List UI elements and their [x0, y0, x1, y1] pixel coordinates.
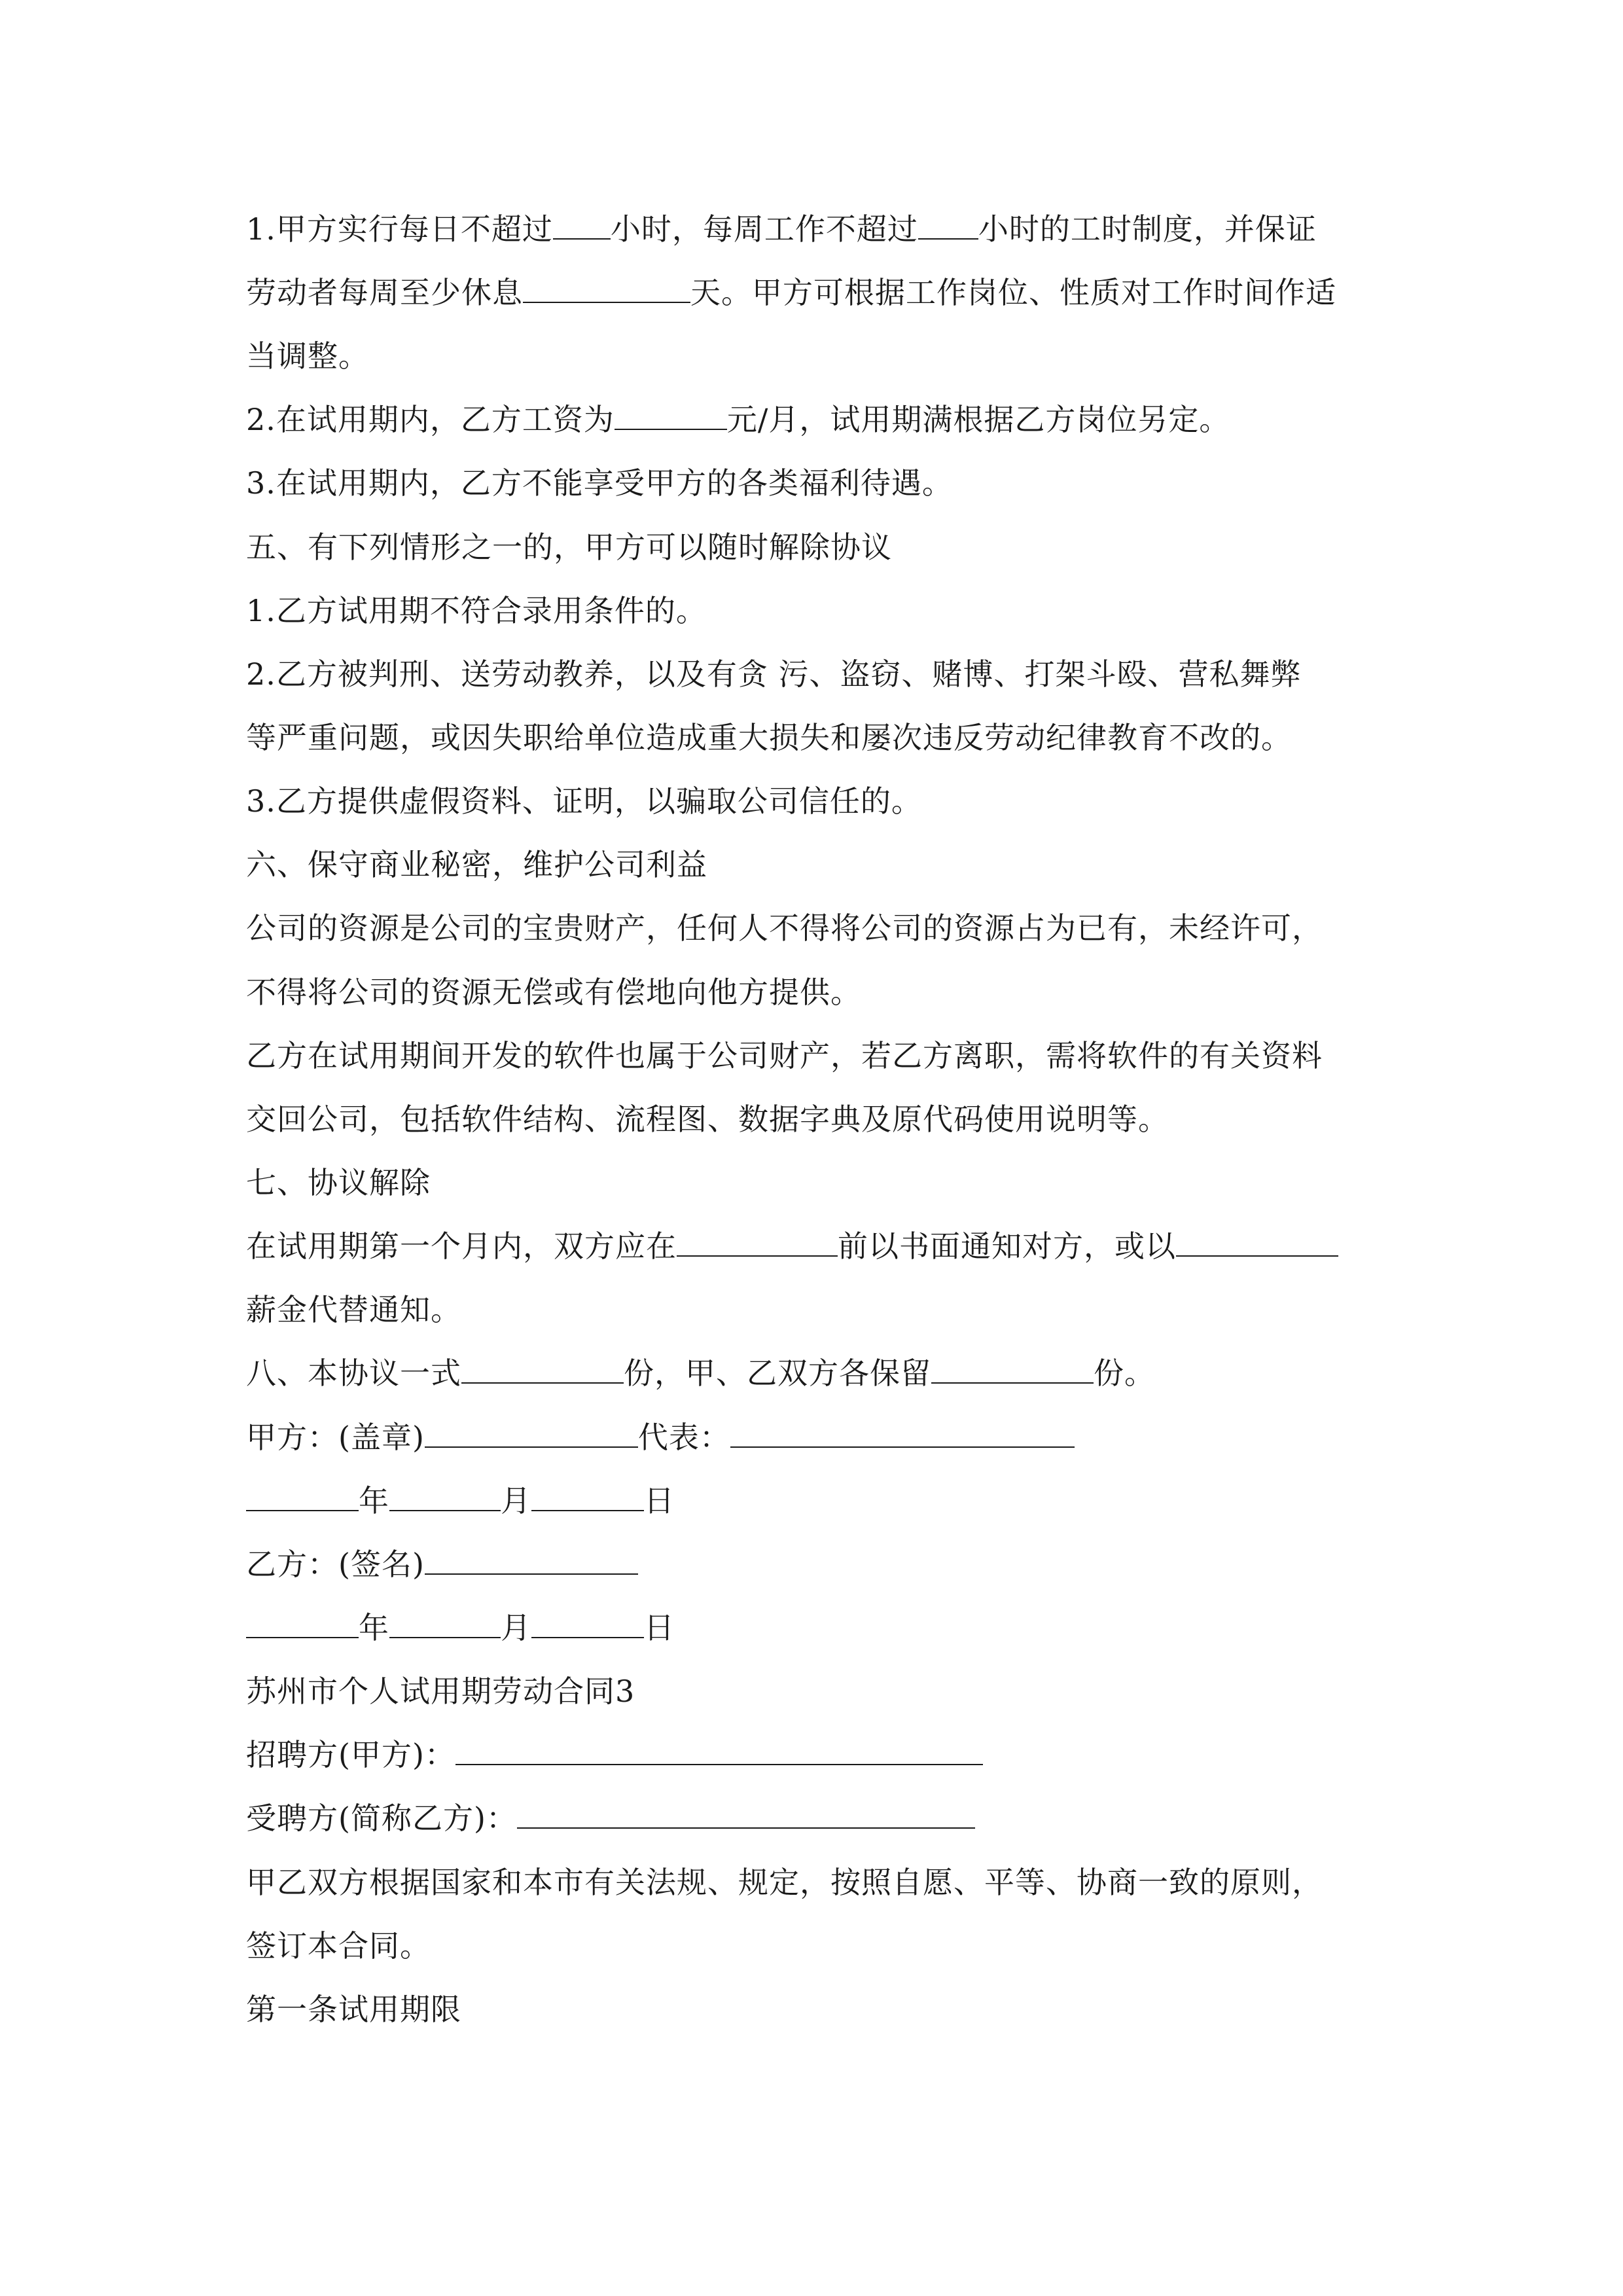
- fill-blank: [531, 1608, 644, 1638]
- section-heading: 八、本协议一式 份，甲、乙双方各保留 份。: [246, 1354, 1155, 1393]
- text-line: 1.甲方实行每日不超过 小时，每周工作不超过 小时的工时制度，并保证: [246, 209, 1317, 249]
- text-line: 在试用期第一个月内，双方应在 前以书面通知对方，或以: [246, 1227, 1338, 1266]
- text-line: 2.在试用期内，乙方工资为 元/月，试用期满根据乙方岗位另定。: [246, 400, 1230, 439]
- fill-blank: [523, 273, 690, 303]
- signature-line-party-b: 乙方：(签名): [246, 1545, 638, 1584]
- signature-line-party-a: 甲方：(盖章) 代表：: [246, 1418, 1075, 1457]
- fill-blank: [531, 1481, 644, 1511]
- text-line: 公司的资源是公司的宝贵财产，任何人不得将公司的资源占为已有，未经许可，: [246, 910, 1323, 946]
- article-heading: 第一条试用期限: [246, 1992, 461, 2027]
- fill-blank: [517, 1799, 975, 1829]
- text-line: 不得将公司的资源无偿或有偿地向他方提供。: [246, 975, 861, 1010]
- fill-blank: [553, 209, 611, 240]
- fill-blank: [461, 1354, 624, 1384]
- text-line: 签订本合同。: [246, 1928, 431, 1964]
- fill-blank: [389, 1608, 501, 1638]
- text-line: 乙方在试用期间开发的软件也属于公司财产，若乙方离职，需将软件的有关资料: [246, 1038, 1323, 1073]
- text-line: 1.乙方试用期不符合录用条件的。: [246, 593, 707, 628]
- fill-blank: [389, 1481, 501, 1511]
- fill-blank: [246, 1481, 359, 1511]
- section-heading: 五、有下列情形之一的，甲方可以随时解除协议: [246, 529, 892, 565]
- employee-field: 受聘方(简称乙方)：: [246, 1799, 975, 1838]
- document-title: 苏州市个人试用期劳动合同3: [246, 1674, 635, 1709]
- text-line: 交回公司，包括软件结构、流程图、数据字典及原代码使用说明等。: [246, 1102, 1169, 1137]
- text-line: 3.在试用期内，乙方不能享受甲方的各类福利待遇。: [246, 465, 953, 501]
- text-line: 薪金代替通知。: [246, 1292, 461, 1327]
- fill-blank: [931, 1354, 1094, 1384]
- fill-blank: [918, 209, 978, 240]
- fill-blank: [455, 1735, 983, 1765]
- text-line: 2.乙方被判刑、送劳动教养，以及有贪 污、盗窃、赌博、打架斗殴、营私舞弊: [246, 656, 1302, 692]
- text-line: 3.乙方提供虚假资料、证明，以骗取公司信任的。: [246, 783, 922, 819]
- fill-blank: [615, 400, 727, 430]
- fill-blank: [246, 1608, 359, 1638]
- date-line: 年 月 日: [246, 1481, 675, 1520]
- text-line: 等严重问题，或因失职给单位造成重大损失和屡次违反劳动纪律教育不改的。: [246, 720, 1292, 755]
- date-line: 年 月 日: [246, 1608, 675, 1647]
- fill-blank: [425, 1418, 638, 1448]
- text-line: 甲乙双方根据国家和本市有关法规、规定，按照自愿、平等、协商一致的原则，: [246, 1865, 1323, 1900]
- text-line: 劳动者每周至少休息 天。甲方可根据工作岗位、性质对工作时间作适: [246, 273, 1336, 312]
- fill-blank: [1176, 1227, 1338, 1257]
- fill-blank: [425, 1545, 638, 1575]
- fill-blank: [677, 1227, 838, 1257]
- text-line: 当调整。: [246, 338, 369, 374]
- section-heading: 七、协议解除: [246, 1165, 431, 1200]
- employer-field: 招聘方(甲方)：: [246, 1735, 983, 1774]
- section-heading: 六、保守商业秘密，维护公司利益: [246, 847, 707, 882]
- fill-blank: [730, 1418, 1075, 1448]
